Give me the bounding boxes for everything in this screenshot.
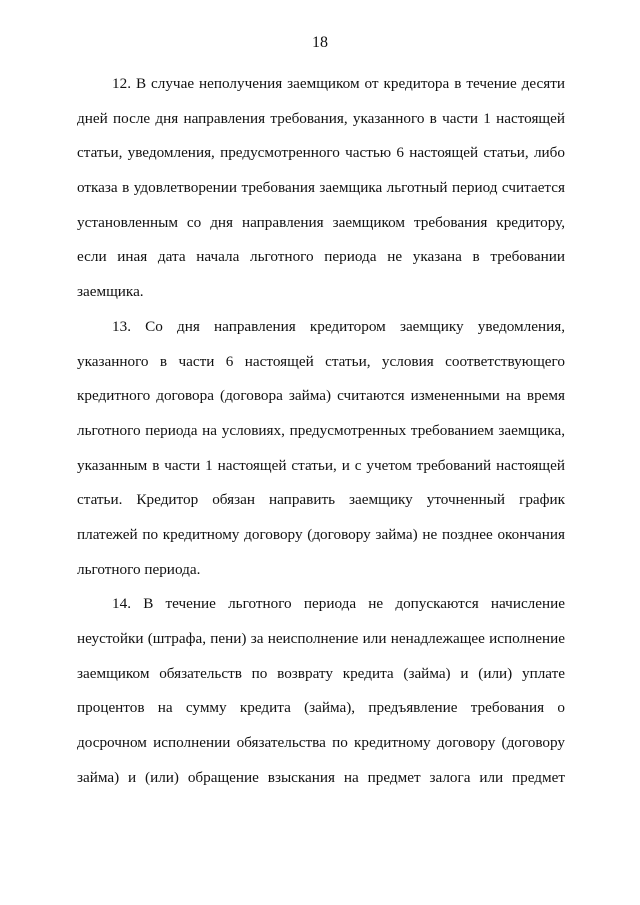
text-line: льготного периода. (77, 560, 201, 578)
text-line: 14. В течение льготного периода не допускаются начисление (112, 595, 565, 613)
document-body (77, 67, 565, 795)
text-line: кредитного договора (договора займа) считаются измененными на время (77, 387, 565, 405)
paragraph-14 (77, 587, 565, 795)
text-line: досрочном исполнении обязательства по кредитному договору (договору (77, 734, 565, 752)
text-line: установленным со дня направления заемщиком требования кредитору, (77, 213, 565, 231)
text-line: заемщика. (77, 283, 144, 301)
text-line: 12. В случае неполучения заемщиком от кредитора в течение десяти (112, 75, 565, 92)
text-line: льготного периода на условиях, предусмотренных требованием заемщика, (77, 421, 565, 439)
text-line: заемщиком обязательств по возврату кредита (займа) и (или) уплате (77, 664, 565, 682)
text-line: процентов на сумму кредита (займа), предъявление требования о (77, 699, 565, 717)
text-line: статьи, уведомления, предусмотренного частью 6 настоящей статьи, либо (77, 144, 565, 162)
text-line: если иная дата начала льготного периода не указана в требовании (77, 248, 565, 266)
text-line: дней после дня направления требования, указанного в части 1 настоящей (77, 109, 565, 127)
text-line: статьи. Кредитор обязан направить заемщику уточненный график (77, 491, 565, 509)
page-number: 18 (312, 34, 328, 51)
text-line: 13. Со дня направления кредитором заемщику уведомления, (112, 317, 565, 335)
text-line: указанным в части 1 настоящей статьи, и с учетом требований настоящей (77, 456, 565, 474)
text-line: платежей по кредитному договору (договору займа) не позднее окончания (77, 525, 565, 543)
text-line: указанного в части 6 настоящей статьи, условия соответствующего (77, 352, 565, 370)
text-line: займа) и (или) обращение взыскания на предмет залога или предмет (77, 768, 565, 786)
text-line: отказа в удовлетворении требования заемщика льготный период считается (77, 179, 565, 197)
text-line: неустойки (штрафа, пени) за неисполнение или ненадлежащее исполнение (77, 630, 565, 647)
paragraph-12 (77, 67, 565, 310)
paragraph-13 (77, 310, 565, 588)
